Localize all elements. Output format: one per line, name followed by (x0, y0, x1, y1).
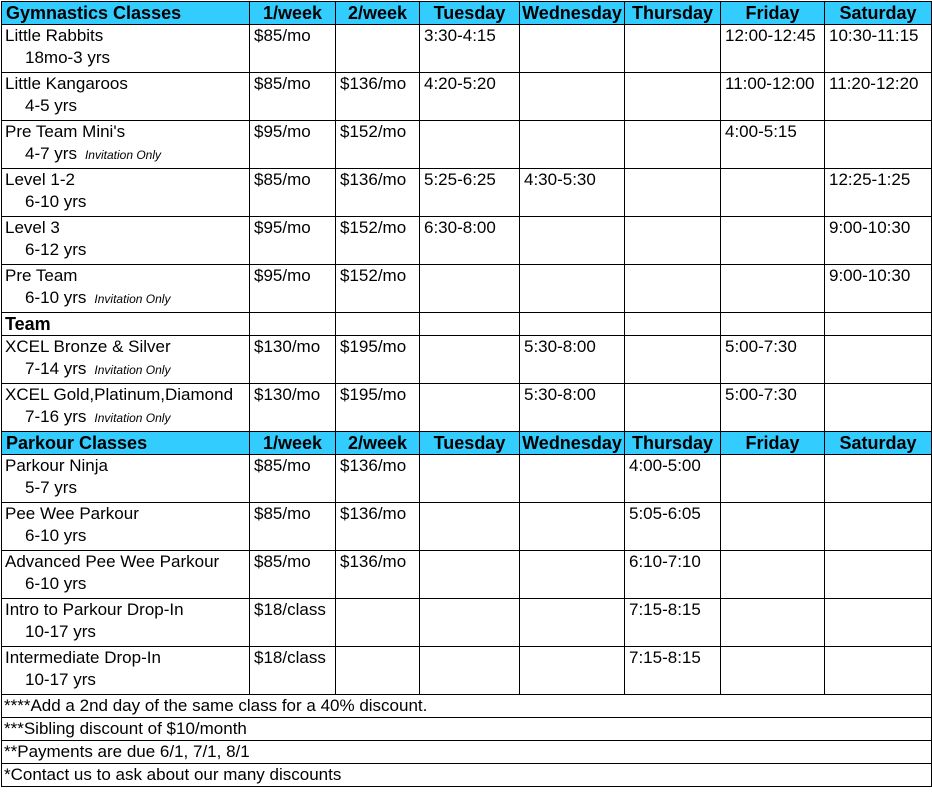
class-row (2, 503, 932, 551)
cell-w2 (336, 599, 420, 647)
cell-w1: $95/mo (250, 265, 336, 313)
class-name-cell (2, 336, 250, 384)
cell-tue: 6:30-8:00 (420, 217, 520, 265)
class-age (5, 621, 249, 643)
cell-w1: $85/mo (250, 25, 336, 73)
cell-wed: 5:30-8:00 (520, 384, 625, 432)
invitation-note: Invitation Only (84, 148, 162, 162)
class-name-cell (2, 217, 250, 265)
cell-w2: $152/mo (336, 217, 420, 265)
cell-sat (825, 336, 932, 384)
class-row (2, 551, 932, 599)
age-range: 7-14 yrs (25, 359, 87, 378)
cell-tue: 4:20-5:20 (420, 73, 520, 121)
parkour-header-cell: Friday (721, 432, 825, 455)
cell-sat: 9:00-10:30 (825, 217, 932, 265)
cell-w2: $136/mo (336, 169, 420, 217)
gymnastics-header-row (2, 2, 932, 25)
cell-wed (520, 647, 625, 695)
footnote-row (2, 718, 932, 741)
invitation-note: Invitation Only (94, 363, 171, 377)
cell-fri (721, 647, 825, 695)
cell-w1: $85/mo (250, 169, 336, 217)
gymnastics-header-cell: Friday (721, 2, 825, 25)
parkour-header-cell: 1/week (250, 432, 336, 455)
cell-fri: 12:00-12:45 (721, 25, 825, 73)
cell-w2: $195/mo (336, 384, 420, 432)
age-range: 6-10 yrs (25, 574, 87, 593)
class-name: Intermediate Drop-In (5, 648, 161, 667)
class-age (5, 358, 249, 381)
class-row (2, 336, 932, 384)
age-range: 6-10 yrs (25, 526, 87, 545)
schedule-table (1, 1, 932, 787)
class-row (2, 599, 932, 647)
cell-sat (825, 551, 932, 599)
class-name-cell (2, 121, 250, 169)
empty-cell (420, 313, 520, 336)
invitation-note: Invitation Only (94, 411, 171, 425)
age-range: 4-5 yrs (25, 96, 77, 115)
footnote-row (2, 764, 932, 787)
cell-wed (520, 73, 625, 121)
class-name-cell (2, 265, 250, 313)
class-name-cell (2, 551, 250, 599)
class-age (5, 477, 249, 499)
cell-w2 (336, 25, 420, 73)
parkour-header-cell: 2/week (336, 432, 420, 455)
cell-sat (825, 599, 932, 647)
cell-fri: 4:00-5:15 (721, 121, 825, 169)
cell-fri: 5:00-7:30 (721, 336, 825, 384)
cell-wed (520, 551, 625, 599)
class-name: Pre Team (5, 266, 78, 285)
cell-wed (520, 503, 625, 551)
cell-w2 (336, 647, 420, 695)
cell-w1: $85/mo (250, 503, 336, 551)
class-name: Advanced Pee Wee Parkour (5, 552, 220, 571)
class-name: Pre Team Mini's (5, 122, 126, 141)
parkour-header-cell: Parkour Classes (2, 432, 250, 455)
cell-thu (625, 217, 721, 265)
team-section-row (2, 313, 932, 336)
cell-fri (721, 455, 825, 503)
footnote-text: *Contact us to ask about our many discounts (2, 764, 932, 787)
age-range: 10-17 yrs (25, 670, 96, 689)
age-range: 6-10 yrs (25, 192, 87, 211)
cell-wed (520, 25, 625, 73)
class-name: Intro to Parkour Drop-In (5, 600, 184, 619)
class-age (5, 287, 249, 310)
cell-tue (420, 455, 520, 503)
cell-w2: $136/mo (336, 551, 420, 599)
age-range: 7-16 yrs (25, 407, 87, 426)
class-name-cell (2, 73, 250, 121)
class-name: Little Kangaroos (5, 74, 128, 93)
footnote-text: ****Add a 2nd day of the same class for a 40% discount. (2, 695, 932, 718)
parkour-header-row (2, 432, 932, 455)
cell-wed (520, 121, 625, 169)
cell-w2: $136/mo (336, 73, 420, 121)
cell-thu (625, 25, 721, 73)
gymnastics-header-cell: Saturday (825, 2, 932, 25)
cell-tue (420, 121, 520, 169)
cell-wed (520, 265, 625, 313)
cell-fri: 11:00-12:00 (721, 73, 825, 121)
parkour-header-cell: Wednesday (520, 432, 625, 455)
cell-tue: 3:30-4:15 (420, 25, 520, 73)
cell-thu (625, 169, 721, 217)
footnote-row (2, 695, 932, 718)
class-name: XCEL Gold,Platinum,Diamond (5, 385, 234, 404)
empty-cell (520, 313, 625, 336)
team-section-label: Team (2, 313, 250, 336)
schedule-body (2, 2, 932, 787)
cell-thu (625, 336, 721, 384)
class-name: Level 3 (5, 218, 60, 237)
class-age (5, 525, 249, 547)
cell-wed: 5:30-8:00 (520, 336, 625, 384)
gymnastics-header-cell: Wednesday (520, 2, 625, 25)
cell-w1: $85/mo (250, 551, 336, 599)
age-range: 5-7 yrs (25, 478, 77, 497)
cell-tue (420, 647, 520, 695)
class-name-cell (2, 25, 250, 73)
parkour-header-cell: Thursday (625, 432, 721, 455)
cell-sat: 12:25-1:25 (825, 169, 932, 217)
cell-w2: $195/mo (336, 336, 420, 384)
class-name-cell (2, 599, 250, 647)
cell-w1: $85/mo (250, 455, 336, 503)
age-range: 6-10 yrs (25, 288, 87, 307)
cell-w1: $85/mo (250, 73, 336, 121)
class-age (5, 95, 249, 117)
cell-w2: $136/mo (336, 503, 420, 551)
cell-sat: 9:00-10:30 (825, 265, 932, 313)
cell-w2: $152/mo (336, 265, 420, 313)
parkour-header-cell: Tuesday (420, 432, 520, 455)
class-name: Pee Wee Parkour (5, 504, 139, 523)
empty-cell (825, 313, 932, 336)
class-row (2, 217, 932, 265)
cell-fri (721, 169, 825, 217)
class-row (2, 647, 932, 695)
class-row (2, 455, 932, 503)
cell-thu: 5:05-6:05 (625, 503, 721, 551)
cell-thu: 6:10-7:10 (625, 551, 721, 599)
age-range: 6-12 yrs (25, 240, 87, 259)
class-age (5, 191, 249, 213)
cell-fri (721, 599, 825, 647)
gymnastics-header-cell: 1/week (250, 2, 336, 25)
class-name: Parkour Ninja (5, 456, 108, 475)
cell-thu: 7:15-8:15 (625, 647, 721, 695)
cell-wed (520, 455, 625, 503)
cell-w1: $130/mo (250, 336, 336, 384)
empty-cell (336, 313, 420, 336)
cell-w1: $18/class (250, 599, 336, 647)
parkour-header-cell: Saturday (825, 432, 932, 455)
cell-tue (420, 599, 520, 647)
cell-tue (420, 265, 520, 313)
cell-fri (721, 503, 825, 551)
gymnastics-header-cell: Thursday (625, 2, 721, 25)
cell-w1: $18/class (250, 647, 336, 695)
class-name-cell (2, 647, 250, 695)
class-row (2, 265, 932, 313)
cell-w1: $95/mo (250, 121, 336, 169)
class-row (2, 169, 932, 217)
gymnastics-header-cell: Tuesday (420, 2, 520, 25)
cell-fri (721, 265, 825, 313)
class-age (5, 239, 249, 261)
class-name: Level 1-2 (5, 170, 75, 189)
footnote-text: ***Sibling discount of $10/month (2, 718, 932, 741)
cell-thu: 7:15-8:15 (625, 599, 721, 647)
cell-sat (825, 121, 932, 169)
cell-tue (420, 336, 520, 384)
class-name: XCEL Bronze & Silver (5, 337, 171, 356)
class-name-cell (2, 384, 250, 432)
cell-tue: 5:25-6:25 (420, 169, 520, 217)
cell-tue (420, 551, 520, 599)
cell-wed (520, 217, 625, 265)
class-name-cell (2, 503, 250, 551)
class-age (5, 406, 249, 429)
age-range: 4-7 yrs (25, 144, 77, 163)
age-range: 10-17 yrs (25, 622, 96, 641)
cell-w2: $136/mo (336, 455, 420, 503)
class-row (2, 25, 932, 73)
cell-sat (825, 455, 932, 503)
age-range: 18mo-3 yrs (25, 48, 111, 67)
cell-thu (625, 73, 721, 121)
cell-wed: 4:30-5:30 (520, 169, 625, 217)
cell-w1: $95/mo (250, 217, 336, 265)
cell-w1: $130/mo (250, 384, 336, 432)
class-age (5, 669, 249, 691)
cell-sat (825, 503, 932, 551)
cell-sat (825, 647, 932, 695)
empty-cell (250, 313, 336, 336)
cell-tue (420, 503, 520, 551)
class-name-cell (2, 169, 250, 217)
class-age (5, 573, 249, 595)
empty-cell (721, 313, 825, 336)
class-row (2, 121, 932, 169)
cell-thu (625, 265, 721, 313)
class-age (5, 143, 249, 166)
gymnastics-header-cell: Gymnastics Classes (2, 2, 250, 25)
gymnastics-header-cell: 2/week (336, 2, 420, 25)
cell-thu: 4:00-5:00 (625, 455, 721, 503)
cell-fri (721, 551, 825, 599)
footnote-row (2, 741, 932, 764)
cell-fri (721, 217, 825, 265)
footnote-text: **Payments are due 6/1, 7/1, 8/1 (2, 741, 932, 764)
class-age (5, 47, 249, 69)
cell-tue (420, 384, 520, 432)
empty-cell (625, 313, 721, 336)
invitation-note: Invitation Only (94, 292, 171, 306)
cell-sat (825, 384, 932, 432)
cell-wed (520, 599, 625, 647)
cell-sat: 10:30-11:15 (825, 25, 932, 73)
class-row (2, 73, 932, 121)
class-name-cell (2, 455, 250, 503)
cell-w2: $152/mo (336, 121, 420, 169)
cell-fri: 5:00-7:30 (721, 384, 825, 432)
class-row (2, 384, 932, 432)
cell-sat: 11:20-12:20 (825, 73, 932, 121)
cell-thu (625, 121, 721, 169)
class-name: Little Rabbits (5, 26, 104, 45)
cell-thu (625, 384, 721, 432)
